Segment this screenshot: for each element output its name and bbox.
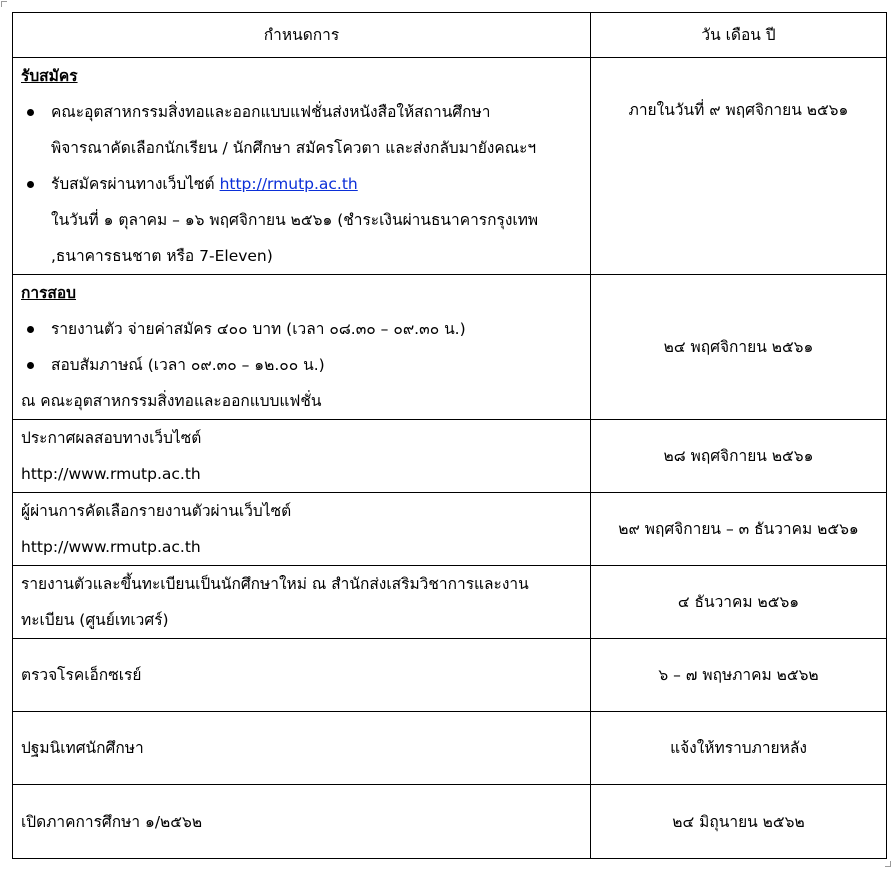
text-line: รายงานตัวและขึ้นทะเบียนเป็นนักศึกษาใหม่ ณ สำนักส่งเสริมวิชาการและงาน <box>21 575 529 593</box>
date-cell: แจ้งให้ทราบภายหลัง <box>591 712 887 785</box>
location-line: ณ คณะอุตสาหกรรมสิ่งทอและออกแบบแฟชั่น <box>21 392 322 410</box>
activity-cell <box>13 58 591 275</box>
text-span: รับสมัครผ่านทางเว็บไซต์ <box>51 175 220 193</box>
text-line <box>51 166 582 202</box>
table-row-semester-start <box>13 785 887 859</box>
date-cell: ภายในวันที่ ๙ พฤศจิกายน ๒๕๖๑ <box>591 58 887 275</box>
text-line: รายงานตัว จ่ายค่าสมัคร ๔๐๐ บาท (เวลา ๐๘.๓๐ – ๐๙.๓๐ น.) <box>51 320 466 338</box>
schedule-table <box>12 12 887 859</box>
url-text: http://www.rmutp.ac.th <box>21 465 201 483</box>
header-activity: กำหนดการ <box>13 13 591 58</box>
date-cell: ๔ ธันวาคม ๒๕๖๑ <box>591 566 887 639</box>
activity-cell: ตรวจโรคเอ็กซเรย์ <box>13 639 591 712</box>
date-cell: ๒๙ พฤศจิกายน – ๓ ธันวาคม ๒๕๖๑ <box>591 493 887 566</box>
section-title-exam: การสอบ <box>21 284 77 302</box>
activity-cell <box>13 275 591 420</box>
text-line: ทะเบียน (ศูนย์เทเวศร์) <box>21 611 169 629</box>
bullet-list <box>21 94 582 274</box>
text-line: ผู้ผ่านการคัดเลือกรายงานตัวผ่านเว็บไซต์ <box>21 502 292 520</box>
activity-cell <box>13 420 591 493</box>
list-item <box>21 166 582 274</box>
header-row <box>13 13 887 58</box>
table-row-xray <box>13 639 887 712</box>
text-line: สอบสัมภาษณ์ (เวลา ๐๙.๓๐ – ๑๒.๐๐ น.) <box>51 356 325 374</box>
date-cell: ๒๔ มิถุนายน ๒๕๖๒ <box>591 785 887 859</box>
table-row-orientation <box>13 712 887 785</box>
url-text: http://www.rmutp.ac.th <box>21 538 201 556</box>
table-row-exam <box>13 275 887 420</box>
list-item <box>21 94 582 166</box>
table-row-registration <box>13 58 887 275</box>
activity-cell <box>13 566 591 639</box>
text-line: ในวันที่ ๑ ตุลาคม – ๑๖ พฤศจิกายน ๒๕๖๑ (ชำระเงินผ่านธนาคารกรุงเทพ <box>51 211 539 229</box>
table-row-confirmation <box>13 493 887 566</box>
bullet-icon <box>27 109 34 116</box>
text-line: ,ธนาคารธนชาต หรือ 7-Eleven) <box>51 247 273 265</box>
text-line: คณะอุตสาหกรรมสิ่งทอและออกแบบแฟชั่นส่งหนังสือให้สถานศึกษา <box>51 103 491 121</box>
table-row-enrollment <box>13 566 887 639</box>
table-row-announcement <box>13 420 887 493</box>
bullet-icon <box>27 326 34 333</box>
list-item <box>21 311 582 347</box>
header-date: วัน เดือน ปี <box>591 13 887 58</box>
activity-cell <box>13 493 591 566</box>
activity-cell: ปฐมนิเทศนักศึกษา <box>13 712 591 785</box>
bullet-icon <box>27 181 34 188</box>
list-item <box>21 347 582 383</box>
text-line: พิจารณาคัดเลือกนักเรียน / นักศึกษา สมัครโควตา และส่งกลับมายังคณะฯ <box>51 139 537 157</box>
date-cell: ๖ – ๗ พฤษภาคม ๒๕๖๒ <box>591 639 887 712</box>
corner-mark-bottom-right <box>885 861 891 867</box>
text-line: ประกาศผลสอบทางเว็บไซต์ <box>21 429 202 447</box>
website-link[interactable]: http://rmutp.ac.th <box>219 175 358 193</box>
date-cell: ๒๘ พฤศจิกายน ๒๕๖๑ <box>591 420 887 493</box>
bullet-list <box>21 311 582 383</box>
corner-mark-top-left <box>1 1 7 7</box>
activity-cell: เปิดภาคการศึกษา ๑/๒๕๖๒ <box>13 785 591 859</box>
date-cell: ๒๔ พฤศจิกายน ๒๕๖๑ <box>591 275 887 420</box>
section-title-registration: รับสมัคร <box>21 67 78 85</box>
bullet-icon <box>27 362 34 369</box>
